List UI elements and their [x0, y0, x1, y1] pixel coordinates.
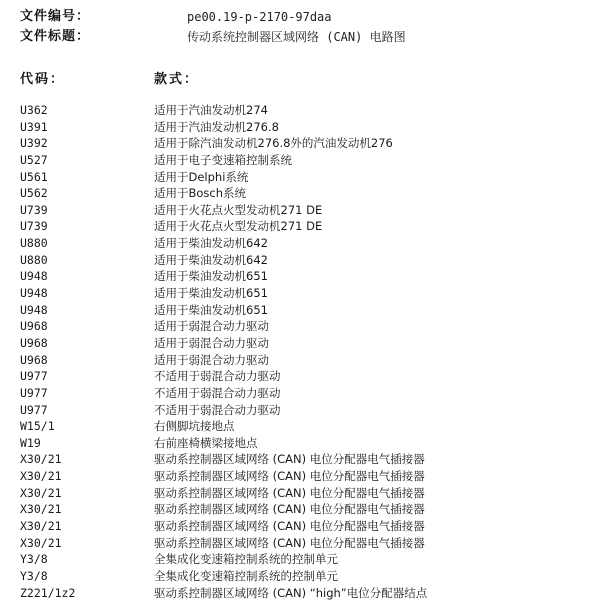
row-description: 全集成化变速箱控制系统的控制单元 [154, 552, 338, 567]
row-code: Y3/8 [20, 568, 48, 583]
row-description: 适用于柴油发动机651 [154, 269, 268, 284]
row-description: 适用于Delphi系统 [154, 169, 249, 184]
row-code: U948 [20, 269, 48, 284]
table-row [0, 535, 600, 552]
row-code: U948 [20, 286, 48, 301]
file-number-label: 文件编号： [20, 9, 91, 24]
table-row [0, 435, 600, 452]
row-code: U968 [20, 352, 48, 367]
row-description: 适用于弱混合动力驱动 [154, 319, 269, 334]
row-description: 适用于Bosch系统 [154, 186, 247, 201]
table-row [0, 335, 600, 352]
row-description: 适用于火花点火型发动机271 DE [154, 202, 323, 217]
row-code: U561 [20, 169, 48, 184]
row-code: U362 [20, 103, 48, 117]
row-description: 适用于电子变速箱控制系统 [154, 152, 292, 167]
row-description: 驱动系控制器区域网络 (CAN) 电位分配器电气插接器 [154, 502, 425, 517]
row-code: U977 [20, 385, 48, 400]
table-row [0, 485, 600, 502]
row-description: 驱动系控制器区域网络 (CAN) 电位分配器电气插接器 [154, 485, 425, 500]
table-row [0, 202, 600, 219]
row-code: Z221/1z2 [20, 585, 76, 600]
row-code: U968 [20, 335, 48, 350]
row-description: 不适用于弱混合动力驱动 [154, 385, 281, 400]
table-row [0, 518, 600, 535]
row-description: 右前座椅横梁接地点 [154, 435, 258, 450]
file-number-value: pe00.19-p-2170-97daa [187, 10, 332, 24]
table-row [0, 185, 600, 202]
row-description: 适用于汽油发动机274 [154, 103, 268, 117]
table-row [0, 119, 600, 136]
table-row [0, 551, 600, 568]
row-code: U562 [20, 186, 48, 201]
row-code: U948 [20, 302, 48, 317]
row-description: 驱动系控制器区域网络 (CAN) 电位分配器电气插接器 [154, 519, 425, 534]
row-description: 适用于弱混合动力驱动 [154, 352, 269, 367]
table-row [0, 501, 600, 518]
table-row [0, 135, 600, 152]
table-row [0, 235, 600, 252]
table-row [0, 352, 600, 369]
row-description: 适用于柴油发动机651 [154, 302, 268, 317]
row-code: X30/21 [20, 469, 62, 484]
style-column-header: 款式： [154, 72, 200, 87]
row-description: 驱动系控制器区域网络 (CAN) 电位分配器电气插接器 [154, 452, 425, 467]
row-description: 适用于柴油发动机642 [154, 252, 268, 267]
row-code: U391 [20, 119, 48, 134]
row-code: X30/21 [20, 452, 62, 467]
row-description: 不适用于弱混合动力驱动 [154, 369, 281, 384]
row-code: X30/21 [20, 519, 62, 534]
table-row [0, 102, 600, 119]
row-code: U880 [20, 236, 48, 251]
table-row [0, 418, 600, 435]
row-description: 驱动系控制器区域网络 (CAN) 电位分配器电气插接器 [154, 535, 425, 550]
row-description: 适用于柴油发动机651 [154, 286, 268, 301]
row-description: 全集成化变速箱控制系统的控制单元 [154, 568, 338, 583]
row-code: Y3/8 [20, 552, 48, 567]
table-row [0, 152, 600, 169]
row-description: 适用于汽油发动机276.8 [154, 119, 279, 134]
row-description: 不适用于弱混合动力驱动 [154, 402, 281, 417]
table-row [0, 252, 600, 269]
table-row [0, 468, 600, 485]
table-row [0, 451, 600, 468]
row-code: U968 [20, 319, 48, 334]
row-description: 适用于除汽油发动机276.8外的汽油发动机276 [154, 136, 393, 151]
code-style-list [0, 102, 600, 601]
row-code: U977 [20, 402, 48, 417]
table-row [0, 218, 600, 235]
row-code: U880 [20, 252, 48, 267]
table-row [0, 568, 600, 585]
row-code: W19 [20, 435, 41, 450]
row-description: 驱动系控制器区域网络 (CAN) “high”电位分配器结点 [154, 585, 428, 600]
row-code: W15/1 [20, 419, 55, 434]
row-code: U977 [20, 369, 48, 384]
table-row [0, 318, 600, 335]
row-code: U527 [20, 152, 48, 167]
row-code: X30/21 [20, 535, 62, 550]
table-row [0, 169, 600, 186]
code-column-header: 代码： [20, 72, 66, 87]
row-code: X30/21 [20, 485, 62, 500]
file-title-label: 文件标题： [20, 29, 91, 44]
table-row [0, 368, 600, 385]
table-row [0, 585, 600, 602]
table-row [0, 385, 600, 402]
row-description: 适用于柴油发动机642 [154, 236, 268, 251]
table-row [0, 302, 600, 319]
row-code: U392 [20, 136, 48, 151]
row-code: U739 [20, 202, 48, 217]
row-description: 右侧脚坑接地点 [154, 419, 235, 434]
row-code: U739 [20, 219, 48, 234]
table-row [0, 268, 600, 285]
row-description: 适用于火花点火型发动机271 DE [154, 219, 323, 234]
file-title-value: 传动系统控制器区域网络 (CAN) 电路图 [187, 30, 406, 44]
table-row [0, 285, 600, 302]
row-description: 驱动系控制器区域网络 (CAN) 电位分配器电气插接器 [154, 469, 425, 484]
table-row [0, 402, 600, 419]
row-code: X30/21 [20, 502, 62, 517]
row-description: 适用于弱混合动力驱动 [154, 335, 269, 350]
